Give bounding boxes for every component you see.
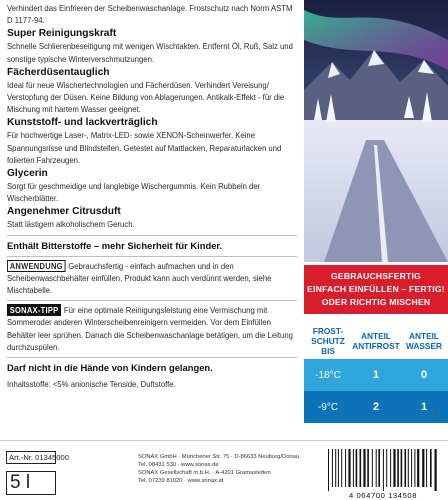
section-title-plastics: Kunststoff- und lackverträglich [7, 117, 158, 129]
tip-tag: SONAX-TIPP [7, 304, 61, 316]
winter-road-photo [304, 0, 448, 262]
divider [7, 300, 297, 301]
row-water: 0 [420, 369, 428, 381]
tip-text: Für eine optimale Reinigungsleistung eine Vermischung mit Sommeroder anderen Winterscheibenreinigern vermeiden. Vor dem Einfüllen Behälter leer sprühen. Danach die Scheibenwaschanlage betätigen, um die Leitung durchzuspülen. [7, 305, 293, 352]
mixing-table [304, 323, 448, 423]
divider [7, 256, 297, 257]
mixing-table-row [304, 391, 448, 423]
section-title-glycerin: Glycerin [7, 168, 48, 180]
usage-paragraph [7, 260, 297, 297]
section-body-scent: Statt lästigem alkoholischem Geruch. [7, 219, 135, 230]
ready-to-use-banner [304, 265, 448, 314]
section-title-cleaning: Super Reinigungskraft [7, 28, 117, 40]
usage-text: Gebrauchsfertig - einfach aufmachen und in den Scheibenwaschbehälter einfüllen. Produkt kann auch verdünnt werden, siehe Mischtabelle. [7, 260, 272, 296]
usage-tag: ANWENDUNG [7, 260, 66, 272]
side-code: 325 [432, 410, 438, 420]
header-water: ANTEIL WASSER [406, 331, 442, 351]
section-body-glycerin: Sorgt für geschmeidige und langlebige Wischergummis. Kein Rubbeln der Wischerblätter. [7, 181, 261, 204]
section-title-nozzles: Fächerdüsentauglich [7, 66, 110, 78]
banner-line-3: ODER RICHTIG MISCHEN [321, 297, 431, 307]
section-body-cleaning: Schnelle Schlierenbeseitigung mit wenigen Wischtakten. Entfernt Öl, Ruß, Salz und sonstige typische Winterverschmutzungen. [7, 41, 293, 64]
barcode [326, 449, 440, 491]
volume: 5 l [6, 471, 56, 495]
description-column [7, 2, 297, 390]
row-temp: -9°C [317, 401, 339, 413]
mixing-table-header [304, 323, 448, 359]
barcode-number: 4 064700 134508 [348, 491, 418, 500]
mixing-table-row [304, 359, 448, 391]
header-antifrost: ANTEIL ANTIFROST [352, 331, 400, 351]
row-antifrost: 1 [372, 369, 380, 381]
row-antifrost: 2 [372, 401, 380, 413]
section-body-plastics: Für hochwertige Laser-, Matrix-LED- sowie XENON-Scheinwerfer. Keine Spannungsrisse und Blindstellen. Getestet auf Mattlacken, Reparaturlacken und folierten Fahrzeugen. [7, 130, 282, 165]
row-water: 1 [420, 401, 428, 413]
banner-line-1: GEBRAUCHSFERTIG [331, 271, 421, 281]
row-temp: -18°C [315, 369, 341, 381]
intro-text: Verhindert das Einfrieren der Scheibenwaschanlage. Frostschutz nach Norm ASTM D 1177-94. [7, 3, 293, 26]
divider [7, 357, 297, 358]
warning-text: Darf nicht in die Hände von Kindern gelangen. [7, 362, 213, 374]
manufacturer-address: SONAX GmbH · Münchener Str. 75 · D-86633 Neuburg/Donau Tel. 08431 530 · www.sonax.de SONAX Gesellschaft m.b.H. · A-4201 Gramastetten Tel. 07239 81020 · www.sonax.at [138, 454, 300, 484]
divider [7, 235, 297, 236]
banner-line-2: EINFACH EINFÜLLEN – FERTIG! [307, 284, 445, 294]
label-footer [0, 440, 448, 500]
bitter-note: Enthält Bitterstoffe – mehr Sicherheit für Kinder. [7, 239, 223, 251]
ingredients-text: Inhaltsstoffe: <5% anionische Tenside, Duftstoffe. [7, 379, 176, 390]
section-body-nozzles: Ideal für neue Wischertechnologien und Fächerdüsen. Verhindert Vereisung/ Verstopfung der Düsen. Keine Bildung von Ablagerungen. Antikalk-Effekt - für die Mischung mit hartem Wasser geeignet. [7, 79, 285, 115]
tip-paragraph [7, 304, 297, 353]
section-title-scent: Angenehmer Citrusduft [7, 206, 121, 218]
header-frost: FROST- SCHUTZ BIS [311, 326, 345, 356]
article-number: Art.-Nr. 01345000 [6, 451, 56, 464]
